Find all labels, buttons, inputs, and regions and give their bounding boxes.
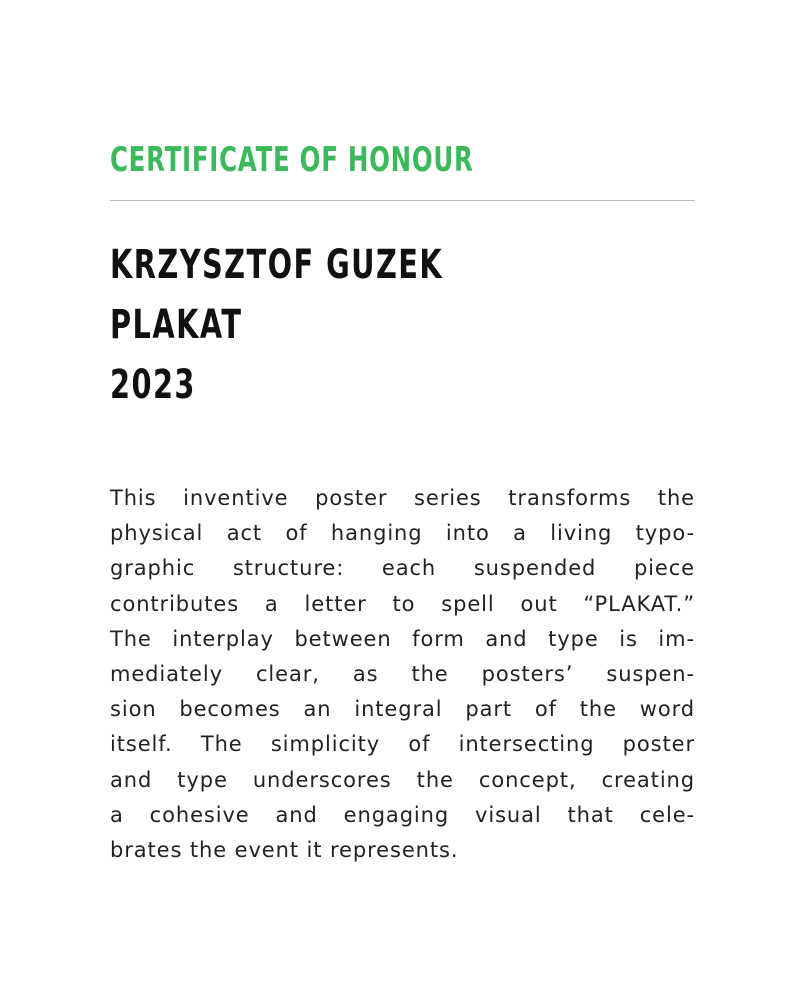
description-line: sion becomes an integral part of the word — [110, 697, 695, 722]
project-name: PLAKAT — [110, 302, 243, 348]
description-line: graphic structure: each suspended piece — [110, 556, 695, 581]
project-description — [110, 481, 695, 868]
description-line: mediately clear, as the posters’ suspen- — [110, 661, 695, 686]
designer-name: KRZYSZTOF GUZEK — [110, 242, 444, 288]
description-line: physical act of hanging into a living typo- — [110, 521, 695, 546]
certificate-content — [110, 138, 695, 868]
entry-heading — [110, 235, 695, 415]
description-line: The interplay between form and type is im- — [110, 626, 695, 651]
title-divider — [110, 200, 695, 201]
award-title: CERTIFICATE OF HONOUR — [110, 140, 474, 180]
description-line: This inventive poster series transforms the — [110, 486, 695, 510]
description-line: itself. The simplicity of intersecting poster — [110, 732, 695, 757]
description-line: and type underscores the concept, creating — [110, 767, 695, 792]
award-year: 2023 — [110, 362, 196, 408]
description-line: brates the event it represents. — [110, 837, 459, 862]
description-line: a cohesive and engaging visual that cele- — [110, 802, 695, 827]
description-line: contributes a letter to spell out “PLAKAT.” — [110, 591, 695, 616]
